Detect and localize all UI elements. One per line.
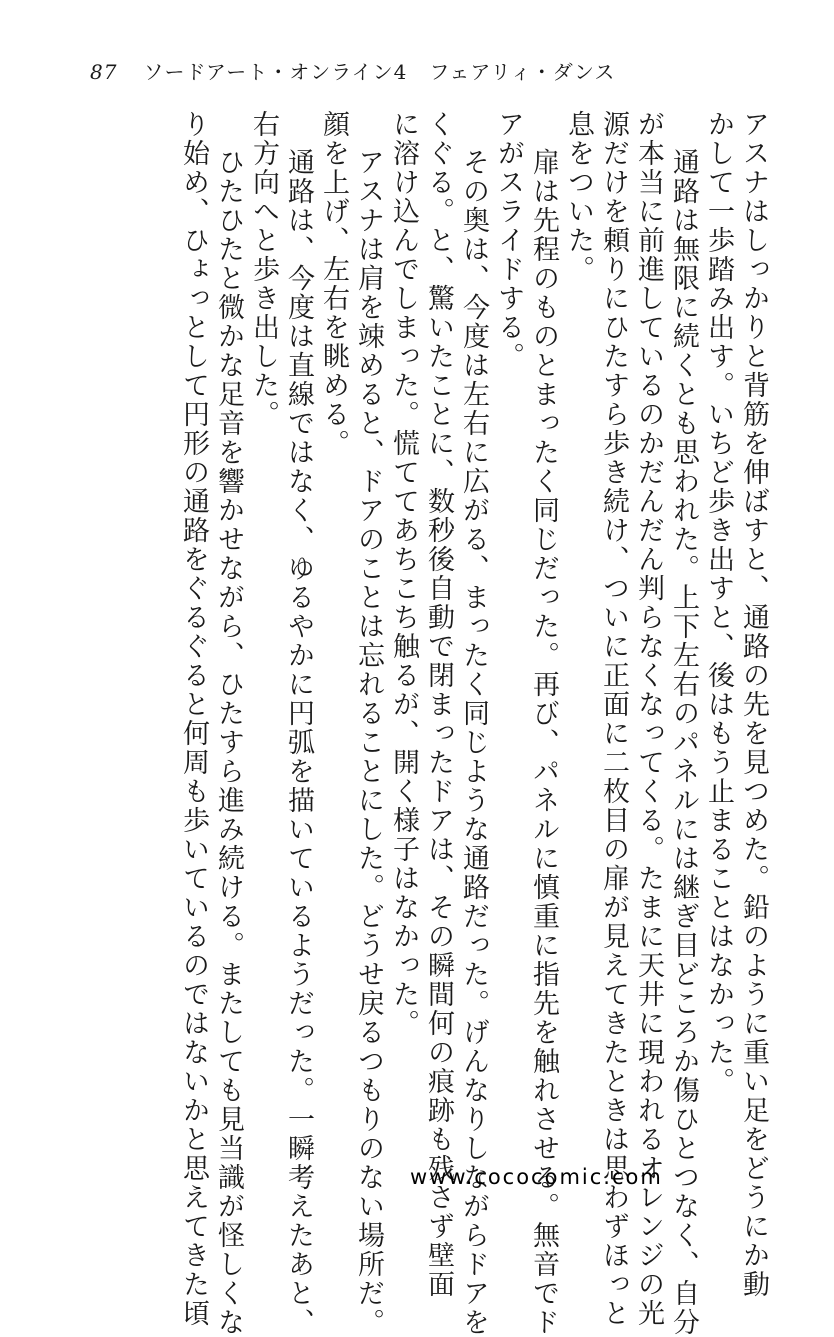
text-column: り始め、ひょっとして円形の通路をぐるぐると何周も歩いているのではないかと思えてきた頃 [178, 110, 209, 1328]
chapter-subtitle: フェアリィ・ダンス [429, 60, 616, 84]
book-title: ソードアート・オンライン4 [143, 60, 408, 84]
text-column: 源だけを頼りにひたすら歩き続け、ついに正面に二枚目の扉が見えてきたときは思わずほっと [598, 110, 629, 1328]
text-column: くぐる。と、驚いたことに、数秒後自動で閉まったドアは、その瞬間何の痕跡も残さず壁面 [423, 110, 454, 1299]
text-column: アがスライドする。 [493, 110, 524, 371]
text-column: 右方向へと歩き出した。 [248, 110, 279, 429]
text-column: アスナは肩を竦めると、ドアのことは忘れることにした。どうせ戻るつもりのない場所だ。 [353, 148, 384, 1337]
text-column: かして一歩踏み出す。いちど歩き出すと、後はもう止まることはなかった。 [703, 110, 734, 1096]
text-column: その奥は、今度は左右に広がる、まったく同じような通路だった。げんなりしながらドアを [458, 148, 489, 1337]
text-column: が本当に前進しているのかだんだん判らなくなってくる。たまに天井に現われるオレンジの光 [633, 110, 664, 1328]
text-column: 扉は先程のものとまったく同じだった。再び、パネルに慎重に指先を触れさせる。無音でド [528, 148, 559, 1337]
text-column: 通路は無限に続くとも思われた。上下左右のパネルには継ぎ目どころか傷ひとつなく、自分 [668, 148, 699, 1337]
text-column: 顔を上げ、左右を眺める。 [318, 110, 349, 458]
text-column: 息をついた。 [563, 110, 594, 284]
text-column: に溶け込んでしまった。慌ててあちこち触るが、開く様子はなかった。 [388, 110, 419, 1038]
watermark-text: www.cococomic.com [410, 1165, 663, 1189]
running-header [90, 56, 615, 85]
page-number: 87 [90, 60, 118, 84]
text-column: 通路は、今度は直線ではなく、ゆるやかに円弧を描いているようだった。一瞬考えたあと、 [283, 148, 314, 1337]
text-column: ひたひたと微かな足音を響かせながら、ひたすら進み続ける。またしても見当識が怪しくな [213, 148, 244, 1337]
text-column: アスナはしっかりと背筋を伸ばすと、通路の先を見つめた。鉛のように重い足をどうにか動 [738, 110, 769, 1299]
